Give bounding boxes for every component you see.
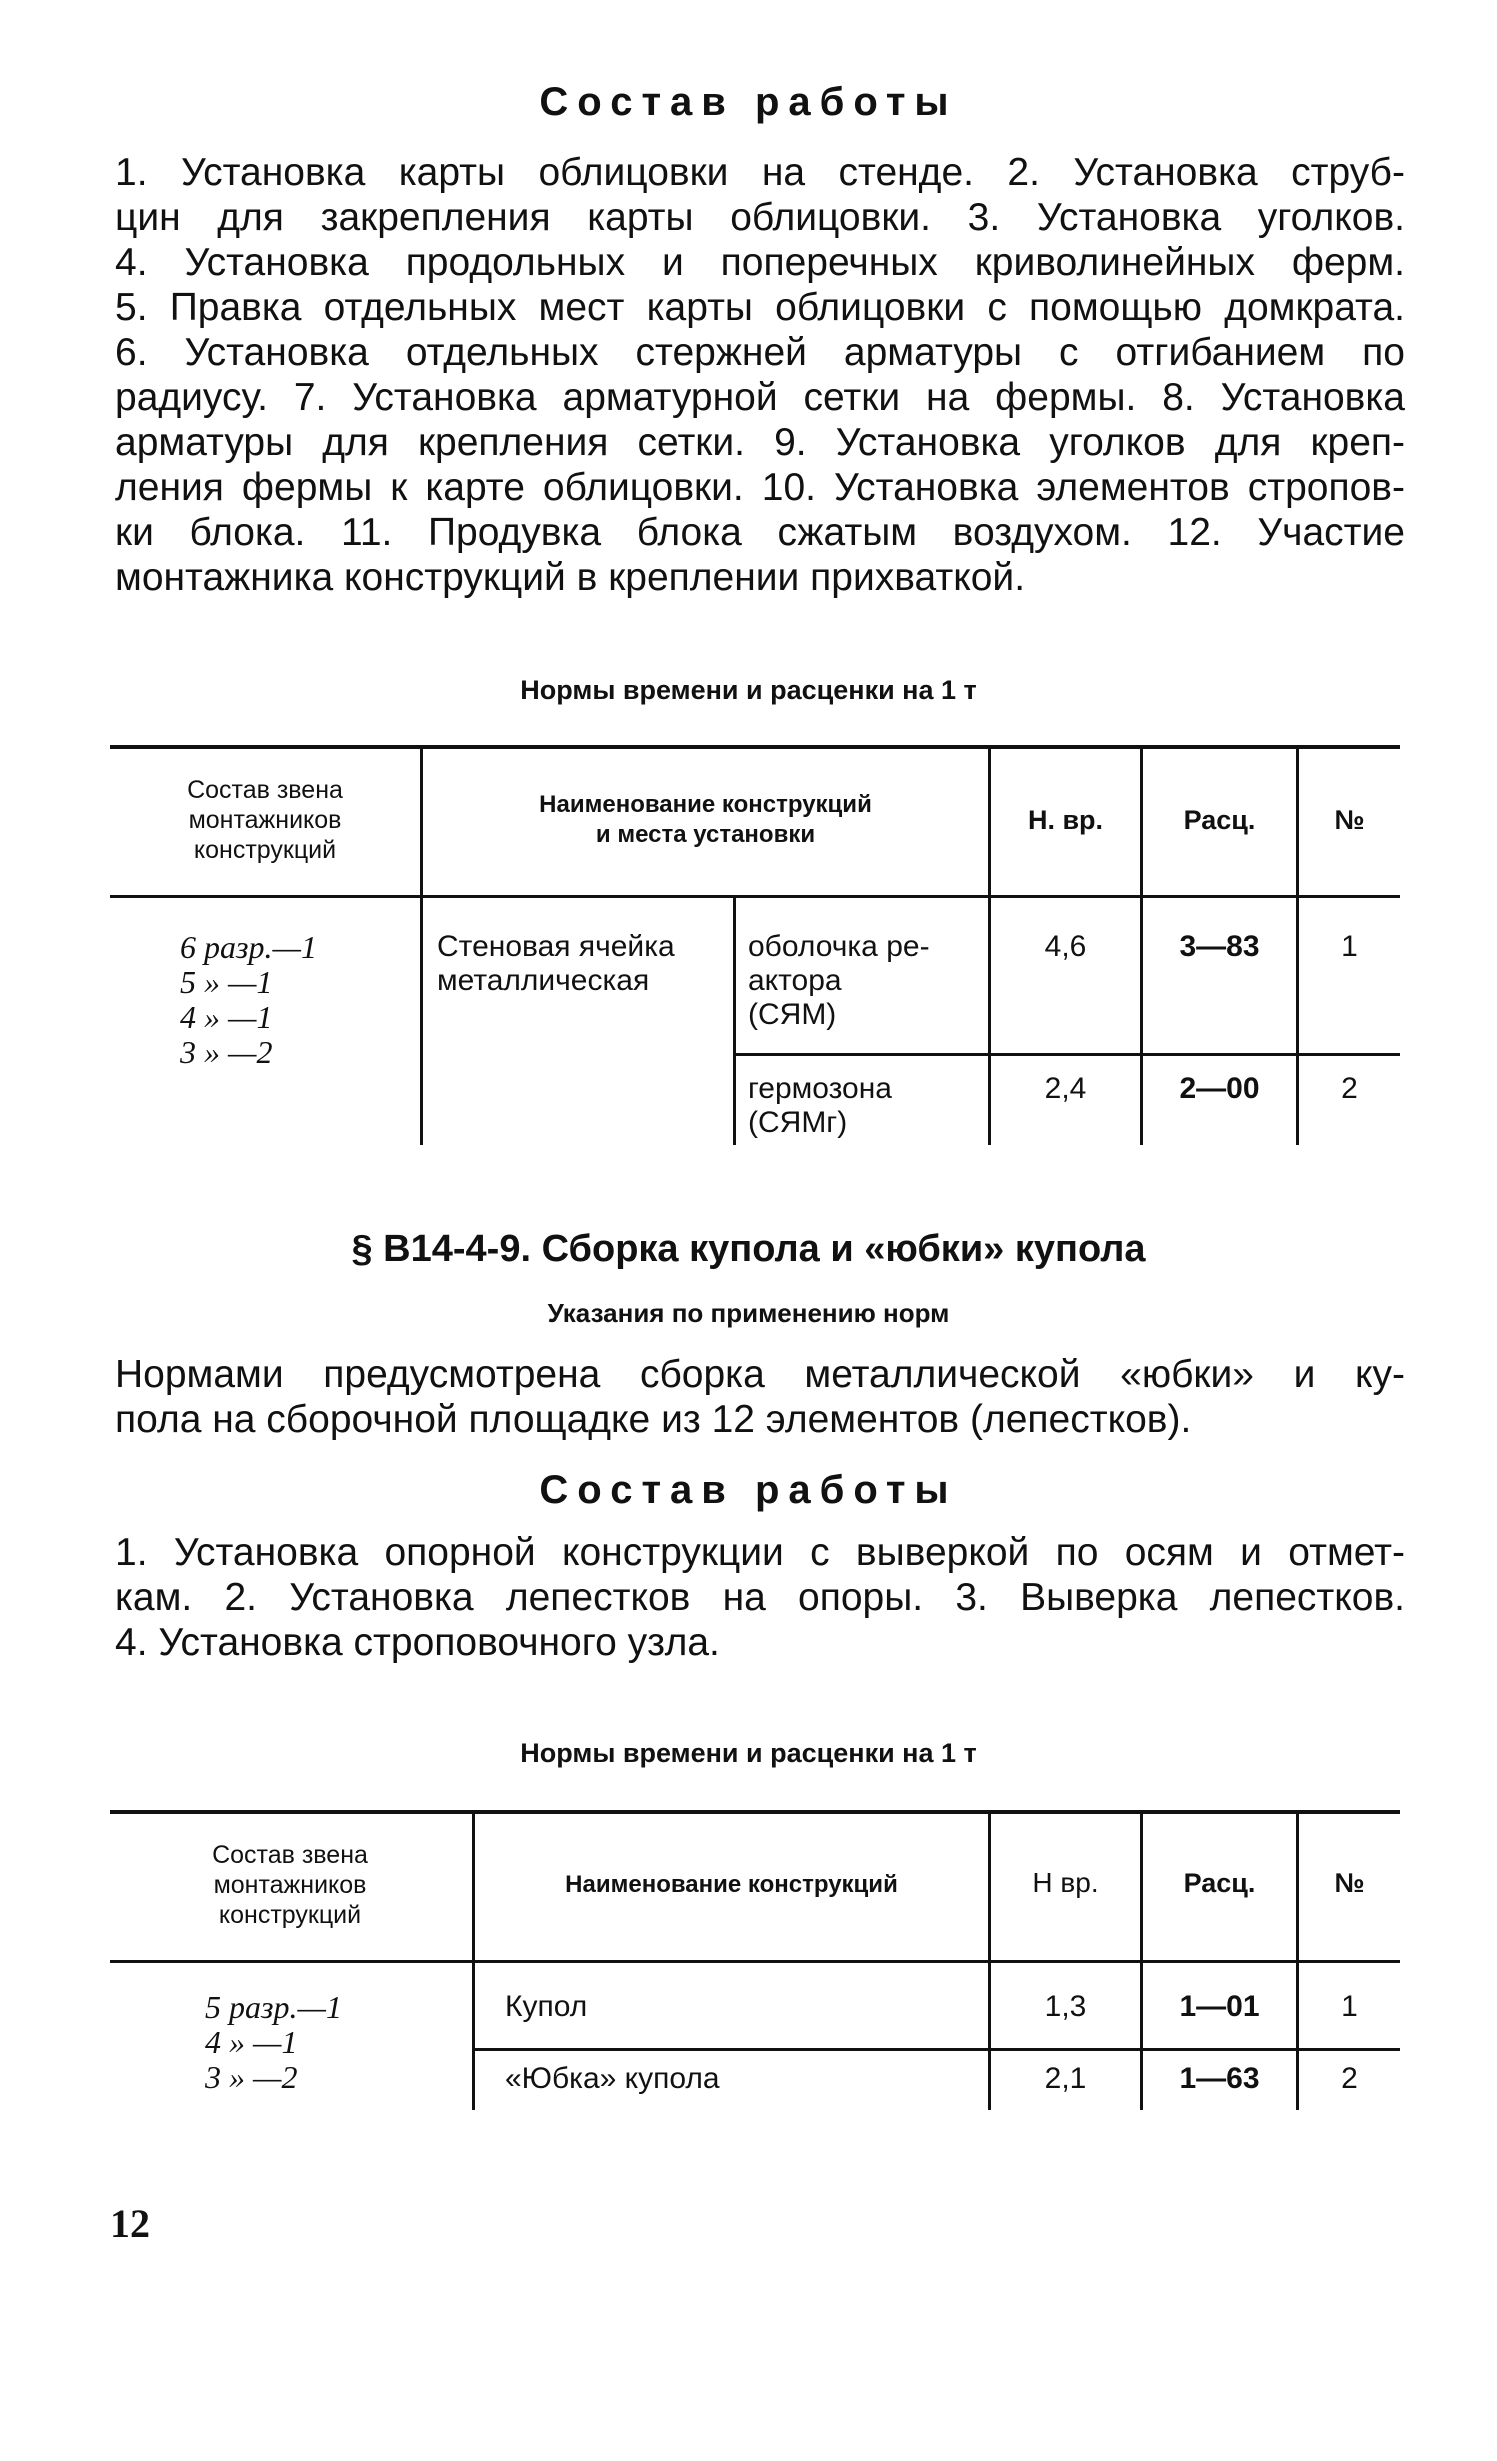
text-line: арматуры для крепления сетки. 9. Установка уголков для креп-	[115, 421, 1405, 464]
table-rule	[110, 895, 1400, 898]
table-column-rule	[733, 895, 736, 1145]
table-rule	[110, 1810, 1400, 1814]
header-norm: Н. вр.	[1027, 805, 1104, 835]
row-number: 1	[1341, 930, 1358, 963]
crew-line: 3 » —2	[205, 2059, 298, 2095]
crew-line: 5 разр.—1	[205, 1989, 342, 2025]
place-line: (СЯМг)	[748, 1106, 848, 1139]
table2-caption: Нормы времени и расценки на 1 т	[520, 1738, 977, 1768]
crew-line: 4 » —1	[205, 2024, 298, 2060]
norm-value: 2,4	[1044, 1072, 1087, 1105]
header-line: конструкций	[218, 1901, 362, 1929]
text-line: радиусу. 7. Установка арматурной сетки на фермы. 8. Установка	[115, 376, 1405, 419]
text-line: кам. 2. Установка лепестков на опоры. 3. Выверка лепестков.	[115, 1576, 1405, 1619]
text-line: 1. Установка карты облицовки на стенде. 2. Установка струб-	[115, 151, 1405, 194]
text-line: 4. Установка строповочного узла.	[115, 1621, 720, 1664]
install-place	[748, 1072, 978, 1140]
norm-value: 2,1	[1044, 2062, 1087, 2095]
header-number: №	[1334, 1868, 1365, 1898]
table1-caption: Нормы времени и расценки на 1 т	[520, 675, 977, 705]
rate-value: 1—01	[1179, 1990, 1260, 2023]
header-crew	[110, 1840, 470, 1930]
place-line: оболочка ре-	[748, 930, 930, 963]
text-line: 5. Правка отдельных мест карты облицовки с помощью домкрата.	[115, 286, 1405, 329]
work-composition-text	[115, 150, 1405, 600]
place-line: (СЯМ)	[748, 998, 837, 1031]
header-line: Состав звена	[212, 1841, 368, 1869]
header-norm: Н вр.	[1032, 1867, 1099, 1898]
structure-name: «Юбка» купола	[505, 2062, 720, 2095]
header-name	[423, 790, 988, 850]
section-title: § В14-4-9. Сборка купола и «юбки» купола	[351, 1228, 1146, 1270]
text-line: ки блока. 11. Продувка блока сжатым воздухом. 12. Участие	[115, 511, 1405, 554]
crew-line: 4 » —1	[180, 999, 273, 1035]
header-crew	[110, 775, 420, 865]
text-line: монтажника конструкций в креплении прихваткой.	[115, 556, 1026, 599]
header-line: Наименование конструкций	[539, 791, 872, 818]
crew-composition	[180, 930, 400, 1070]
header-rate: Расц.	[1183, 1868, 1256, 1898]
rate-value: 2—00	[1179, 1072, 1260, 1105]
subsection-title: Указания по применению норм	[547, 1298, 950, 1328]
crew-line: 6 разр.—1	[180, 929, 317, 965]
crew-line: 3 » —2	[180, 1034, 273, 1070]
text-line: 6. Установка отдельных стержней арматуры с отгибанием по	[115, 331, 1405, 374]
place-line: гермозона	[748, 1072, 892, 1105]
header-name: Наименование конструкций	[565, 1871, 898, 1898]
work-composition-text	[115, 1530, 1405, 1665]
table-rule	[472, 2048, 1400, 2051]
header-number: №	[1334, 805, 1365, 835]
text-line: пола на сборочной площадке из 12 элементов (лепестков).	[115, 1398, 1192, 1441]
text-line: цин для закрепления карты облицовки. 3. Установка уголков.	[115, 196, 1405, 239]
table-rule	[110, 745, 1400, 749]
header-line: конструкций	[193, 836, 337, 864]
table-rule	[733, 1053, 1400, 1056]
row-number: 2	[1341, 2062, 1358, 2095]
header-line: и места установки	[595, 821, 816, 848]
row-number: 1	[1341, 1990, 1358, 2023]
work-composition-heading: Состав работы	[539, 80, 958, 124]
place-line: актора	[748, 964, 842, 997]
row-number: 2	[1341, 1072, 1358, 1105]
norms-application-text	[115, 1352, 1405, 1442]
page-number: 12	[110, 2201, 150, 2246]
work-composition-heading: Состав работы	[539, 1468, 958, 1512]
norm-value: 4,6	[1044, 930, 1087, 963]
text-line: 4. Установка продольных и поперечных криволинейных ферм.	[115, 241, 1405, 284]
crew-line: 5 » —1	[180, 964, 273, 1000]
header-line: монтажников	[213, 1871, 367, 1899]
header-rate: Расц.	[1183, 805, 1256, 835]
header-line: Состав звена	[187, 776, 343, 804]
text-line: 1. Установка опорной конструкции с выверкой по осям и отмет-	[115, 1531, 1405, 1574]
structure-group	[437, 930, 727, 998]
table-rule	[110, 1960, 1400, 1963]
rate-value: 1—63	[1179, 2062, 1260, 2095]
install-place	[748, 930, 978, 1032]
text-line: ления фермы к карте облицовки. 10. Установка элементов стропов-	[115, 466, 1405, 509]
rate-value: 3—83	[1179, 930, 1260, 963]
crew-composition	[205, 1990, 445, 2095]
text-line: Нормами предусмотрена сборка металлической «юбки» и ку-	[115, 1353, 1405, 1396]
header-line: монтажников	[188, 806, 342, 834]
norm-value: 1,3	[1044, 1990, 1087, 2023]
structure-name: Купол	[505, 1990, 588, 2023]
group-line: Стеновая ячейка	[437, 930, 675, 963]
table-column-rule	[472, 1810, 475, 2110]
group-line: металлическая	[437, 964, 650, 997]
